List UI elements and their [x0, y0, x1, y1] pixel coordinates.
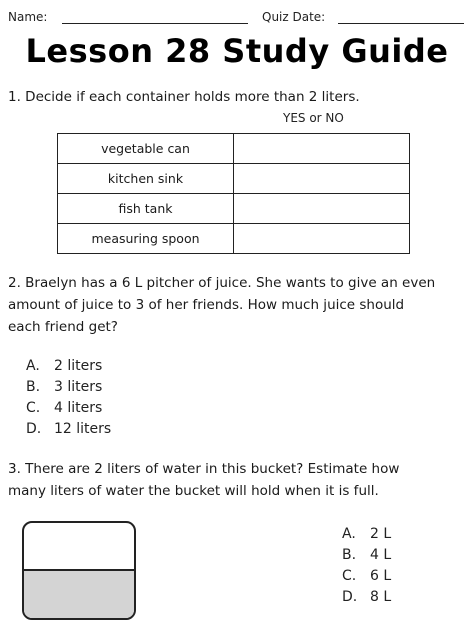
table-row	[58, 224, 410, 254]
quiz-date-label: Quiz Date:	[262, 10, 326, 24]
container-table	[57, 133, 410, 254]
option-letter: C.	[26, 400, 41, 416]
q3-option-a[interactable]	[342, 526, 391, 542]
option-letter: A.	[26, 358, 40, 374]
container-item: vegetable can	[58, 134, 234, 164]
question-3-line-2: many liters of water the bucket will hold when it is full.	[8, 483, 379, 499]
q3-option-d[interactable]	[342, 589, 391, 605]
option-text: 12 liters	[54, 421, 112, 437]
option-text: 6 L	[370, 568, 392, 584]
q2-option-a[interactable]	[26, 358, 102, 374]
option-text: 8 L	[370, 589, 392, 605]
question-2-line-1: 2. Braelyn has a 6 L pitcher of juice. She wants to give an even	[8, 275, 436, 291]
answer-cell[interactable]	[234, 194, 410, 224]
option-text: 4 L	[370, 547, 392, 563]
question-1-prompt: 1. Decide if each container holds more than 2 liters.	[8, 89, 360, 105]
option-text: 2 L	[370, 526, 392, 542]
name-blank-line[interactable]	[62, 23, 248, 24]
question-2-line-3: each friend get?	[8, 319, 118, 335]
option-text: 3 liters	[54, 379, 103, 395]
container-item: kitchen sink	[58, 164, 234, 194]
q3-option-c[interactable]	[342, 568, 391, 584]
option-letter: B.	[26, 379, 41, 395]
option-letter: D.	[342, 589, 358, 605]
answer-cell[interactable]	[234, 134, 410, 164]
bucket-illustration	[22, 521, 136, 620]
container-item: measuring spoon	[58, 224, 234, 254]
q2-option-b[interactable]	[26, 379, 102, 395]
option-letter: B.	[342, 547, 357, 563]
option-letter: A.	[342, 526, 356, 542]
option-text: 2 liters	[54, 358, 103, 374]
option-letter: D.	[26, 421, 42, 437]
option-text: 4 liters	[54, 400, 103, 416]
question-2-line-2: amount of juice to 3 of her friends. How much juice should	[8, 297, 405, 313]
page-title: Lesson 28 Study Guide	[25, 32, 449, 70]
answer-cell[interactable]	[234, 164, 410, 194]
bucket-water-fill	[24, 569, 134, 619]
table-row	[58, 194, 410, 224]
q2-option-c[interactable]	[26, 400, 102, 416]
name-label: Name:	[8, 10, 48, 24]
q2-option-d[interactable]	[26, 421, 111, 437]
yes-no-column-header: YES or NO	[283, 111, 344, 125]
option-letter: C.	[342, 568, 357, 584]
question-3-line-1: 3. There are 2 liters of water in this bucket? Estimate how	[8, 461, 400, 477]
container-item: fish tank	[58, 194, 234, 224]
quiz-date-blank-line[interactable]	[338, 23, 464, 24]
table-row	[58, 134, 410, 164]
q3-option-b[interactable]	[342, 547, 391, 563]
answer-cell[interactable]	[234, 224, 410, 254]
table-row	[58, 164, 410, 194]
